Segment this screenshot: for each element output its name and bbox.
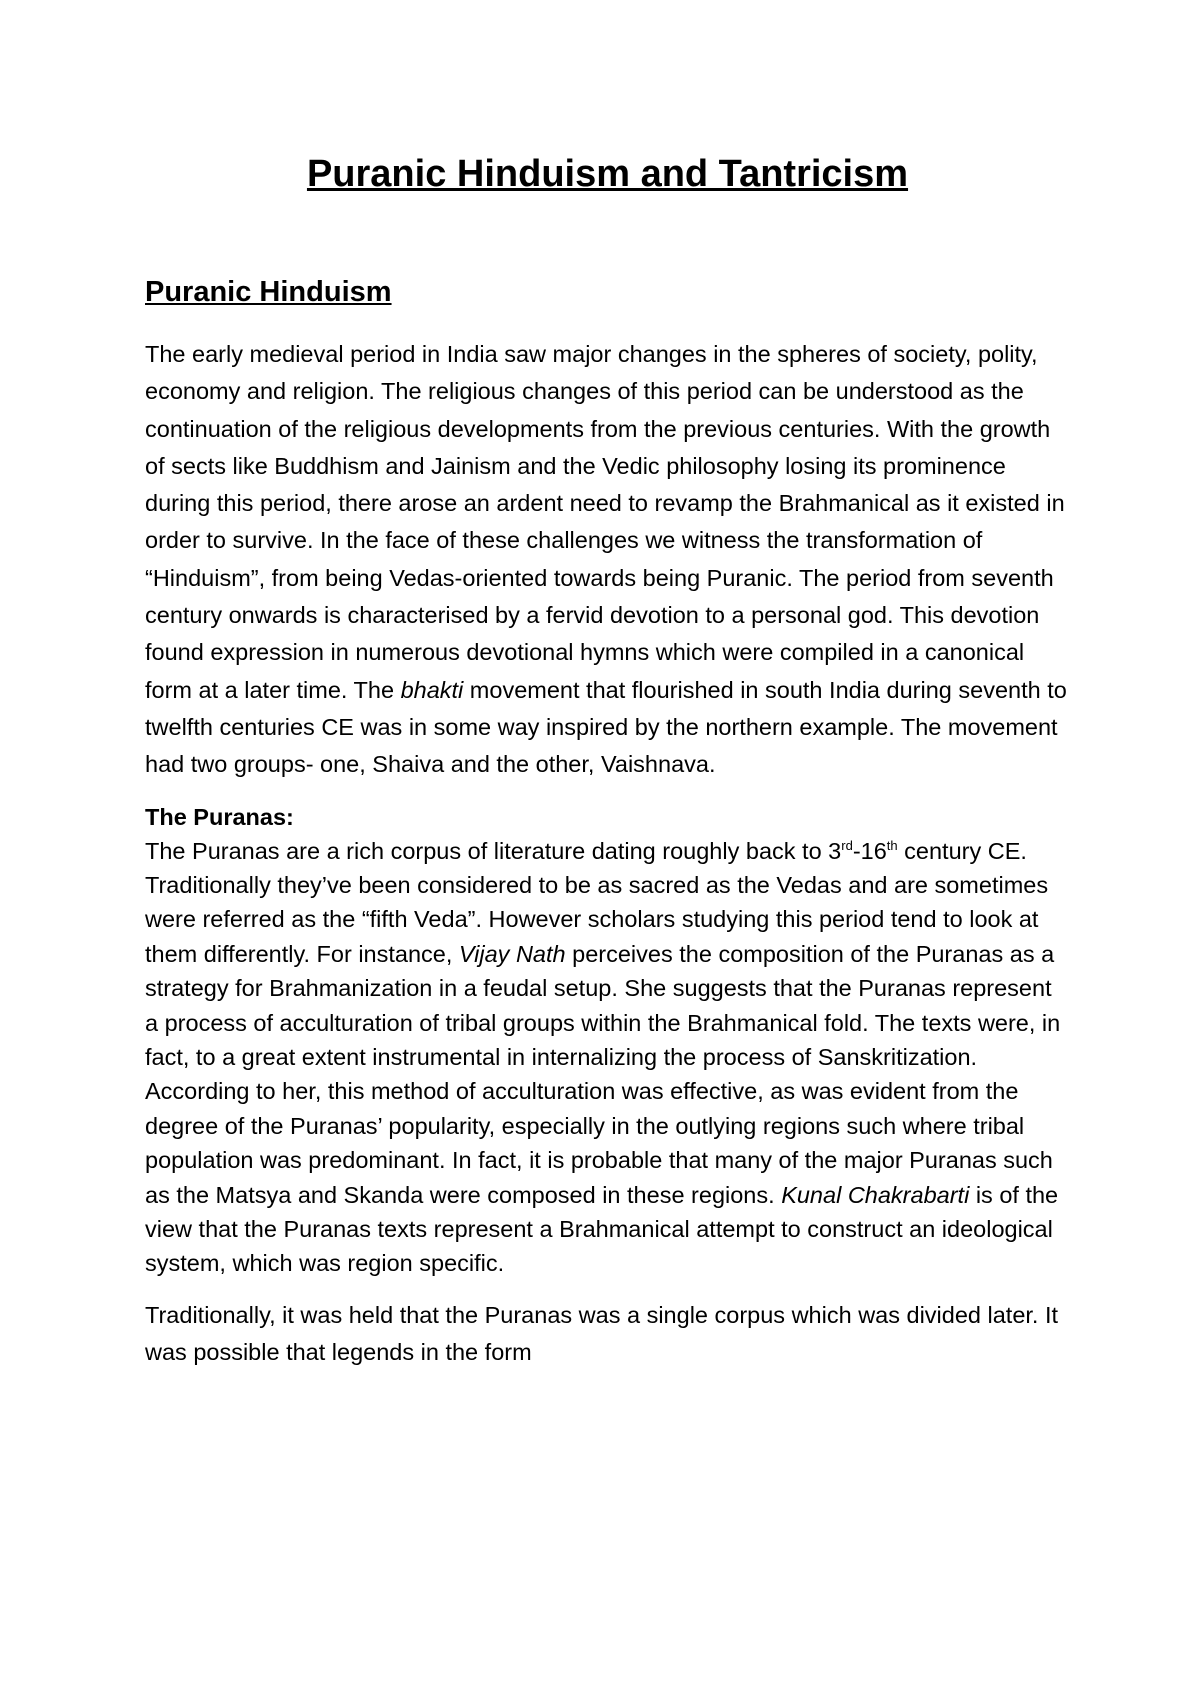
paragraph-puranas-text-1: The Puranas are a rich corpus of literature dating roughly back to 3 (145, 837, 842, 864)
author-kunal-chakrabarti: Kunal Chakrabarti (781, 1181, 970, 1208)
subheading-the-puranas: The Puranas: (145, 803, 294, 830)
paragraph-puranas-text-3: century CE. Traditionally they’ve been considered to be as sacred as the Vedas and are sometimes were referred as the “fifth Veda”. However scholars studying this period tend to look at them differently. For instance, (145, 837, 1049, 967)
paragraph-intro-text-1: The early medieval period in India saw major changes in the spheres of society, polity, economy and religion. The religious changes of this period can be understood as the continuation of the religious developments from the previous centuries. With the growth of sects like Buddhism and Jainism and the Vedic philosophy losing its prominence during this period, there arose an ardent need to revamp the Brahmanical as it existed in order to survive. In the face of these challenges we witness the transformation of “Hinduism”, from being Vedas-oriented towards being Puranic. The period from seventh century onwards is characterised by a fervid devotion to a personal god. This devotion found expression in numerous devotional hymns which were compiled in a canonical form at a later time. The (145, 341, 1065, 703)
superscript-th: th (886, 837, 898, 853)
paragraph-tradition: Traditionally, it was held that the Puranas was a single corpus which was divided later. It was possible that legends in the form (145, 1301, 1059, 1366)
section-heading-puranic-hinduism: Puranic Hinduism (145, 276, 392, 308)
paragraph-intro (145, 336, 1070, 784)
document-title: Puranic Hinduism and Tantricism (306, 153, 909, 195)
paragraph-puranas (145, 834, 1070, 1281)
superscript-rd: rd (841, 837, 853, 853)
paragraph-puranas-text-5: is of the view that the Puranas texts represent a Brahmanical attempt to construct an ideological system, which was region specific. (145, 1181, 1059, 1277)
author-vijay-nath: Vijay Nath (458, 940, 566, 967)
term-bhakti: bhakti (400, 676, 464, 703)
paragraph-puranas-text-2: -16 (852, 837, 887, 864)
paragraph-puranas-text-4: perceives the composition of the Puranas as a strategy for Brahmanization in a feudal setup. She suggests that the Puranas represent a process of acculturation of tribal groups within the Brahmanical fold. The texts were, in fact, to a great extent instrumental in internalizing the process of Sanskritization. According to her, this method of acculturation was effective, as was evident from the degree of the Puranas’ popularity, especially in the outlying regions such where tribal population was predominant. In fact, it is probable that many of the major Puranas such as the Matsya and Skanda were composed in these regions. (145, 940, 1061, 1208)
paragraph-intro-text-2: movement that flourished in south India during seventh to twelfth centuries CE was in some way inspired by the northern example. The movement had two groups- one, Shaiva and the other, Vaishnava. (145, 676, 1067, 778)
